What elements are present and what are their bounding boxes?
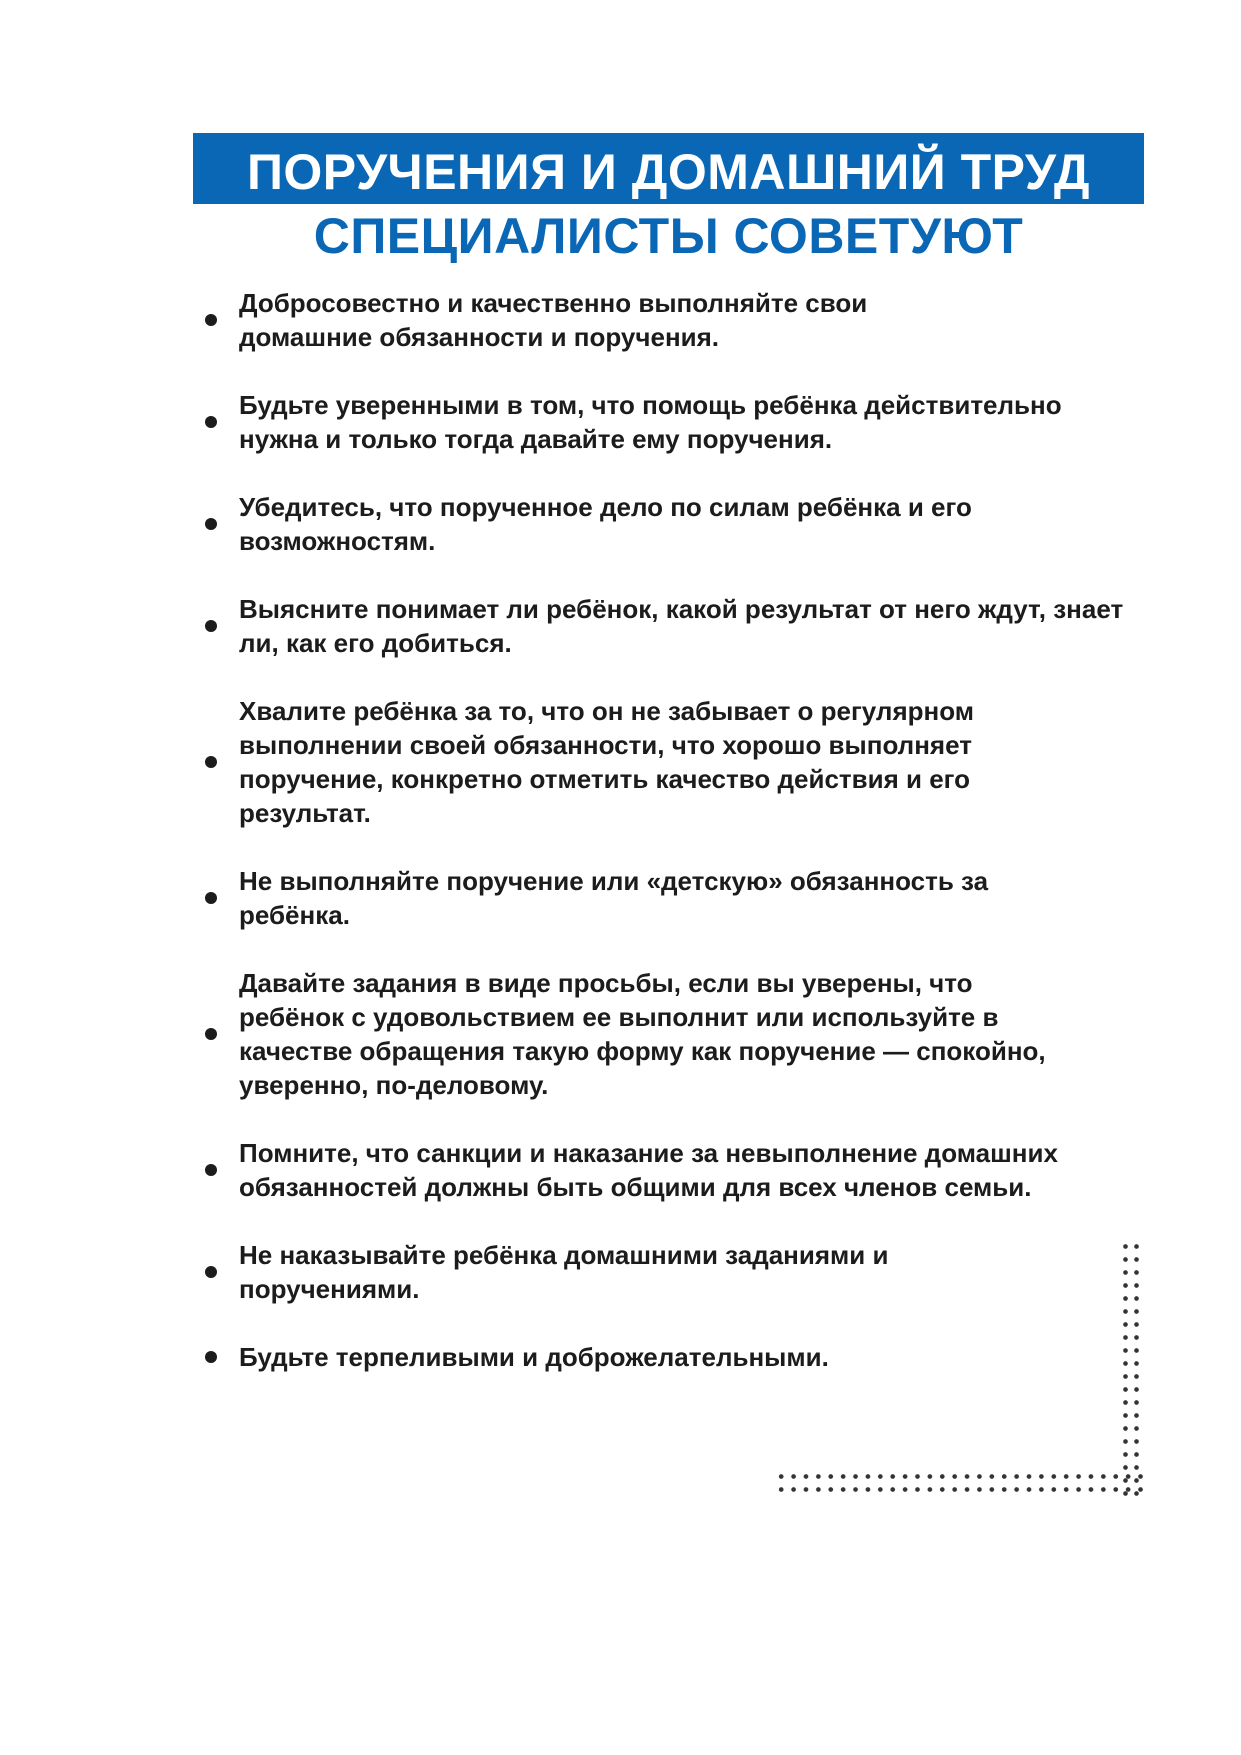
bullet-icon [205,756,217,768]
list-item [205,1136,1165,1204]
tips-list [205,286,1165,1408]
decorative-dots-horizontal [775,1470,1147,1496]
bullet-icon [205,518,217,530]
page-subtitle: СПЕЦИАЛИСТЫ СОВЕТУЮТ [313,208,1024,264]
bullet-icon [205,1266,217,1278]
tip-text: Будьте терпеливыми и доброжелательными. [239,1342,829,1372]
bullet-icon [205,1028,217,1040]
list-item [205,1238,1165,1306]
bullet-icon [205,416,217,428]
tip-text: Убедитесь, что порученное дело по силам ребёнка и его возможностям. [239,492,972,556]
list-item [205,286,1165,354]
tip-text: Выясните понимает ли ребёнок, какой результат от него ждут, знает ли, как его добиться. [239,594,1124,658]
bullet-icon [205,892,217,904]
list-item [205,592,1165,660]
list-item [205,694,1165,830]
list-item [205,966,1165,1102]
bullet-icon [205,1164,217,1176]
list-item [205,388,1165,456]
list-item [205,490,1165,558]
bullet-icon [205,1351,217,1363]
tip-text: Давайте задания в виде просьбы, если вы уверены, что ребёнок с удовольствием ее выполнит или используйте в качестве обращения такую форму как поручение — спокойно, уверенно, по-деловому. [239,968,1046,1100]
bullet-icon [205,620,217,632]
bullet-icon [205,314,217,326]
tip-text: Хвалите ребёнка за то, что он не забывает о регулярном выполнении своей обязанности, что хорошо выполняет поручение, конкретно отметить качество действия и его результат. [239,696,974,828]
tip-text: Не наказывайте ребёнка домашними заданиями и поручениями. [239,1240,889,1304]
list-item [205,1340,1165,1374]
page-title: ПОРУЧЕНИЯ И ДОМАШНИЙ ТРУД [246,144,1091,200]
tip-text: Помните, что санкции и наказание за невыполнение домашних обязанностей должны быть общими для всех членов семьи. [239,1138,1058,1202]
list-item [205,864,1165,932]
tip-text: Не выполняйте поручение или «детскую» обязанность за ребёнка. [239,866,989,930]
tip-text: Будьте уверенными в том, что помощь ребёнка действительно нужна и только тогда давайте ему поручения. [239,390,1062,454]
tip-text: Добросовестно и качественно выполняйте свои домашние обязанности и поручения. [239,288,868,352]
decorative-dots-vertical [1120,1240,1140,1500]
